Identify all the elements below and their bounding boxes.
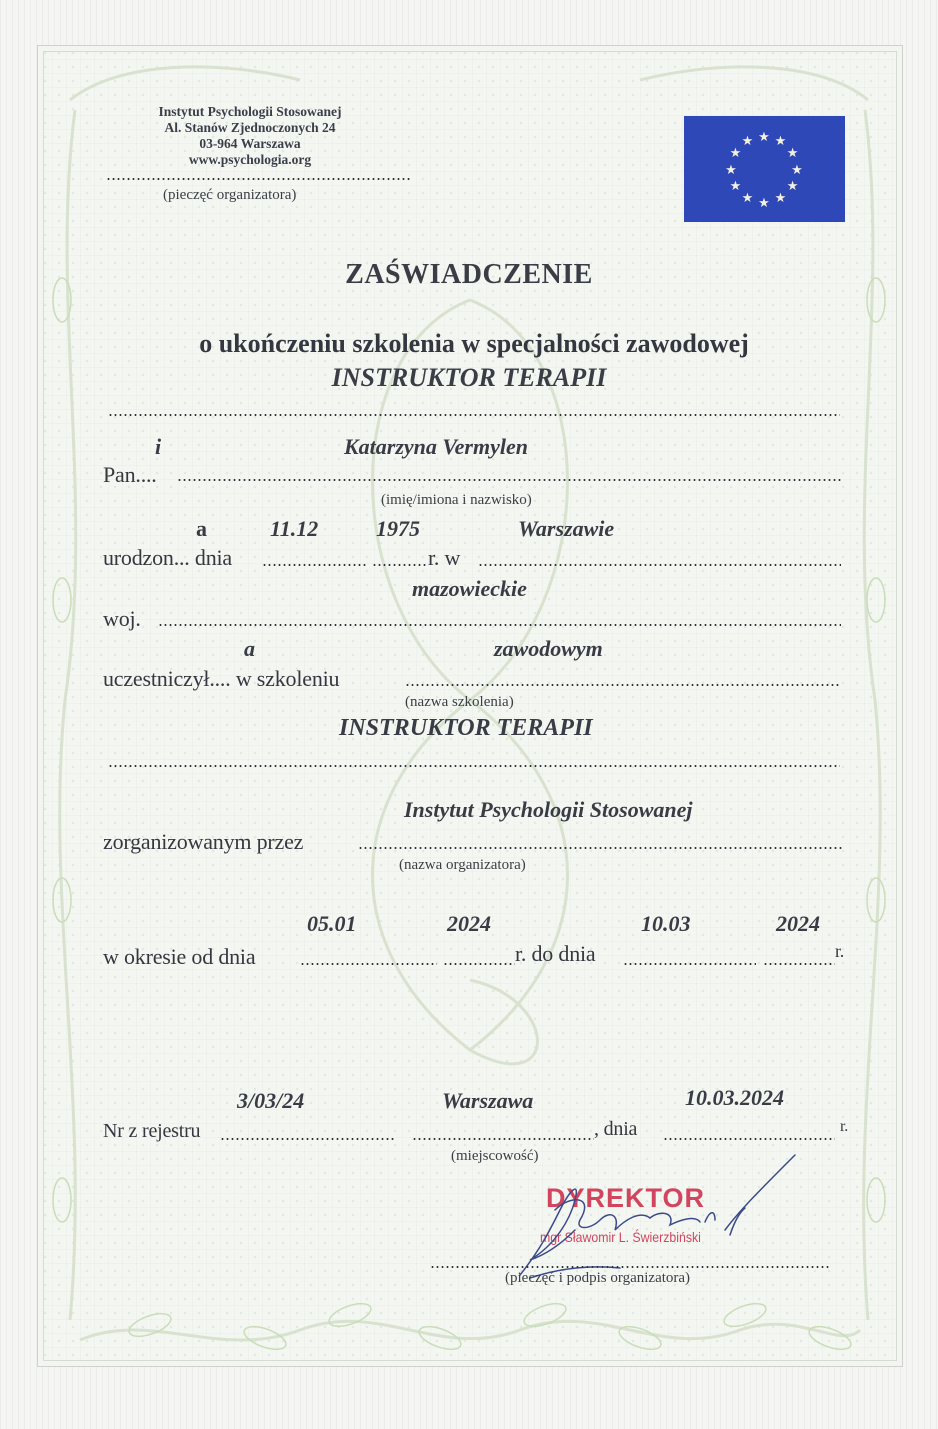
eu-star-icon: ★ xyxy=(786,145,799,160)
period-from-dotted-line xyxy=(300,963,437,965)
eu-star-icon: ★ xyxy=(729,145,742,160)
voivodeship-value: mazowieckie xyxy=(412,576,527,601)
organizer-dotted-line xyxy=(358,847,842,849)
period-to-day-month: 10.03 xyxy=(641,911,691,936)
birth-year-label: r. w xyxy=(428,545,461,570)
participated-suffix-fill: a xyxy=(244,636,255,661)
stamp-line-2: Al. Stanów Zjednoczonych 24 xyxy=(164,120,336,135)
voivodeship-label: woj. xyxy=(103,606,141,631)
eu-star-icon: ★ xyxy=(774,190,787,206)
name-value: Katarzyna Vermylen xyxy=(344,434,528,459)
eu-star-icon: ★ xyxy=(741,190,754,206)
registry-place-caption: (miejscowość) xyxy=(451,1148,539,1164)
training-dotted-line xyxy=(405,684,841,686)
training-type-value: zawodowym xyxy=(494,636,603,661)
registry-number-dotted-line xyxy=(220,1138,396,1140)
registry-end: r. xyxy=(840,1118,849,1135)
eu-flag-icon xyxy=(684,116,845,222)
registry-date: 10.03.2024 xyxy=(685,1085,784,1110)
stamp-line-1: Instytut Psychologii Stosowanej xyxy=(158,104,342,119)
birth-day-dotted-line xyxy=(262,564,367,566)
eu-star-icon: ★ xyxy=(741,132,754,148)
name-dotted-line xyxy=(177,479,841,481)
birth-day-month: 11.12 xyxy=(270,516,319,541)
name-caption: (imię/imiona i nazwisko) xyxy=(381,492,532,508)
training-name-dotted-line xyxy=(108,765,840,767)
period-end: r. xyxy=(835,941,845,961)
birth-label: urodzon... dnia xyxy=(103,545,232,570)
eu-star-icon: ★ xyxy=(786,178,799,193)
certificate-subtitle: o ukończeniu szkolenia w specjalności zawodowej xyxy=(199,329,749,358)
training-caption: (nazwa szkolenia) xyxy=(405,694,514,710)
organizer-caption: (nazwa organizatora) xyxy=(399,857,526,873)
period-to-dotted-line xyxy=(623,963,756,965)
organizer-stamp xyxy=(120,104,380,168)
training-name: INSTRUKTOR TERAPII xyxy=(339,715,593,741)
signature-caption: (pieczęć i podpis organizatora) xyxy=(505,1270,691,1286)
organizer-value: Instytut Psychologii Stosowanej xyxy=(404,797,693,822)
certificate-title: ZAŚWIADCZENIE xyxy=(345,259,593,290)
period-to-label: r. do dnia xyxy=(515,941,596,966)
period-from-day-month: 05.01 xyxy=(307,911,357,936)
registry-place: Warszawa xyxy=(442,1088,534,1113)
registry-place-dotted-line xyxy=(412,1138,594,1140)
specialty-name: INSTRUKTOR TERAPII xyxy=(331,363,607,392)
participated-label: uczestniczył.... w szkoleniu xyxy=(103,666,340,691)
specialty-dotted-line xyxy=(108,414,840,416)
pan-suffix-fill: i xyxy=(155,434,162,459)
stamp-caption: (pieczęć organizatora) xyxy=(163,187,297,203)
birth-year: 1975 xyxy=(376,516,420,541)
period-to-year-dotted-line xyxy=(763,963,835,965)
pan-label: Pan.... xyxy=(103,462,157,487)
eu-star-icon: ★ xyxy=(725,161,737,177)
voivodeship-dotted-line xyxy=(158,624,841,626)
eu-star-icon: ★ xyxy=(791,161,803,177)
eu-star-icon: ★ xyxy=(729,178,742,193)
registry-date-dotted-line xyxy=(663,1138,835,1140)
period-from-label: w okresie od dnia xyxy=(103,944,256,969)
registry-date-label: , dnia xyxy=(594,1118,638,1140)
period-to-year: 2024 xyxy=(776,911,820,936)
birth-suffix-fill: a xyxy=(196,516,207,541)
birth-place-dotted-line xyxy=(478,564,841,566)
birth-place: Warszawie xyxy=(518,516,615,541)
signature-icon xyxy=(500,1150,810,1290)
stamp-dotted-line xyxy=(106,178,412,180)
birth-year-dotted-line xyxy=(372,564,428,566)
eu-star-icon: ★ xyxy=(758,128,770,144)
director-stamp-title: DYREKTOR xyxy=(546,1183,706,1213)
registry-number: 3/03/24 xyxy=(237,1088,305,1113)
stamp-line-4: www.psychologia.org xyxy=(188,152,312,167)
signature-dotted-line xyxy=(430,1266,830,1268)
period-from-year: 2024 xyxy=(447,911,491,936)
eu-star-icon: ★ xyxy=(758,194,770,210)
registry-label: Nr z rejestru xyxy=(103,1120,201,1142)
eu-star-icon: ★ xyxy=(774,132,787,148)
organizer-label: zorganizowanym przez xyxy=(103,829,304,854)
stamp-line-3: 03-964 Warszawa xyxy=(199,136,301,151)
director-stamp-name: mgr Sławomir L. Świerzbiński xyxy=(540,1229,701,1245)
period-from-year-dotted-line xyxy=(443,963,515,965)
